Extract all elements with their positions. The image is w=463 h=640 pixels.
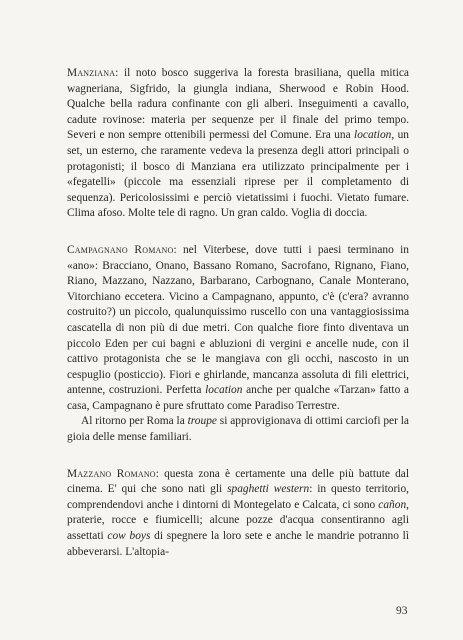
paragraph: Mazzano Romano: questa zona è certamente una delle più battute dal cinema. E' qui che sono nati gli spaghetti western: in questo territorio, comprendendovi anche i dintorni di Montegelato e Calcata, ci sono cañon, praterie, rocce e fiumicelli; alcune pozze d'acqua consentiranno agli assettati cow boys di spegnere la loro sete e anche le mandrie potranno lì abbeverarsi. L'altopia- <box>67 467 410 558</box>
page-body <box>67 66 409 560</box>
entry-heading: Campagnano Romano <box>67 243 174 256</box>
entry-heading: Manziana <box>67 67 116 79</box>
entry-mazzano-romano <box>67 467 409 561</box>
entry-manziana <box>67 66 409 222</box>
paragraph: Campagnano Romano: nel Viterbese, dove tutti i paesi terminano in «ano»: Bracciano, Onano, Bassano Romano, Sacrofano, Rignano, Fiano, Riano, Mazzano, Nazzano, Barbarano, Carbognano, Canale Monterano, Vitorchiano eccetera. Vicino a Campagnano, appunto, c'è (c'era? avranno costruito?) un piccolo, qualunquissimo ruscello con una vantaggiosissima cascatella di non più di due metri. Con qualche fiore finto diventava un piccolo Eden per cui bagni e abluzioni di vergini e ancelle nude, con il cattivo protagonista che se le mangiava con gli occhi, nascosto in un cespuglio (posticcio). Fiori e ghirlande, mancanza assoluta di fili elettrici, antenne, costruzioni. Perfetta location anche per qualche «Tarzan» fatto a casa, Campagnano è pure sfruttato come Paradiso Terrestre. <box>67 243 409 412</box>
page-number: 93 <box>396 605 408 617</box>
entry-heading: Mazzano Romano <box>67 467 156 480</box>
entry-campagnano-romano <box>67 243 409 446</box>
paragraph: Manziana: il noto bosco suggeriva la foresta brasiliana, quella mitica wagneriana, Sigfrido, la giungla indiana, Sherwood e Robin Hood. Qualche bella radura confinante con gli alberi. Inseguimenti a cavallo, cadute rovinose: materia per sequenze per il finale del primo tempo. Severi e non sempre ottenibili permessi del Comune. Era una location, un set, un esterno, che raramente vedeva la presenza degli attori principali o protagonisti; il bosco di Manziana era utilizzato principalmente per i «fegatelli» (piccole ma essenziali riprese per il completamento di sequenza). Pericolosissimi e perciò vietatissimi i fuochi. Vietato fumare. Clima afoso. Molte tele di ragno. Un gran caldo. Voglia di doccia. <box>67 67 409 220</box>
paragraph: Al ritorno per Roma la troupe si approvigionava di ottimi carciofi per la gioia delle mense familiari. <box>67 415 409 444</box>
